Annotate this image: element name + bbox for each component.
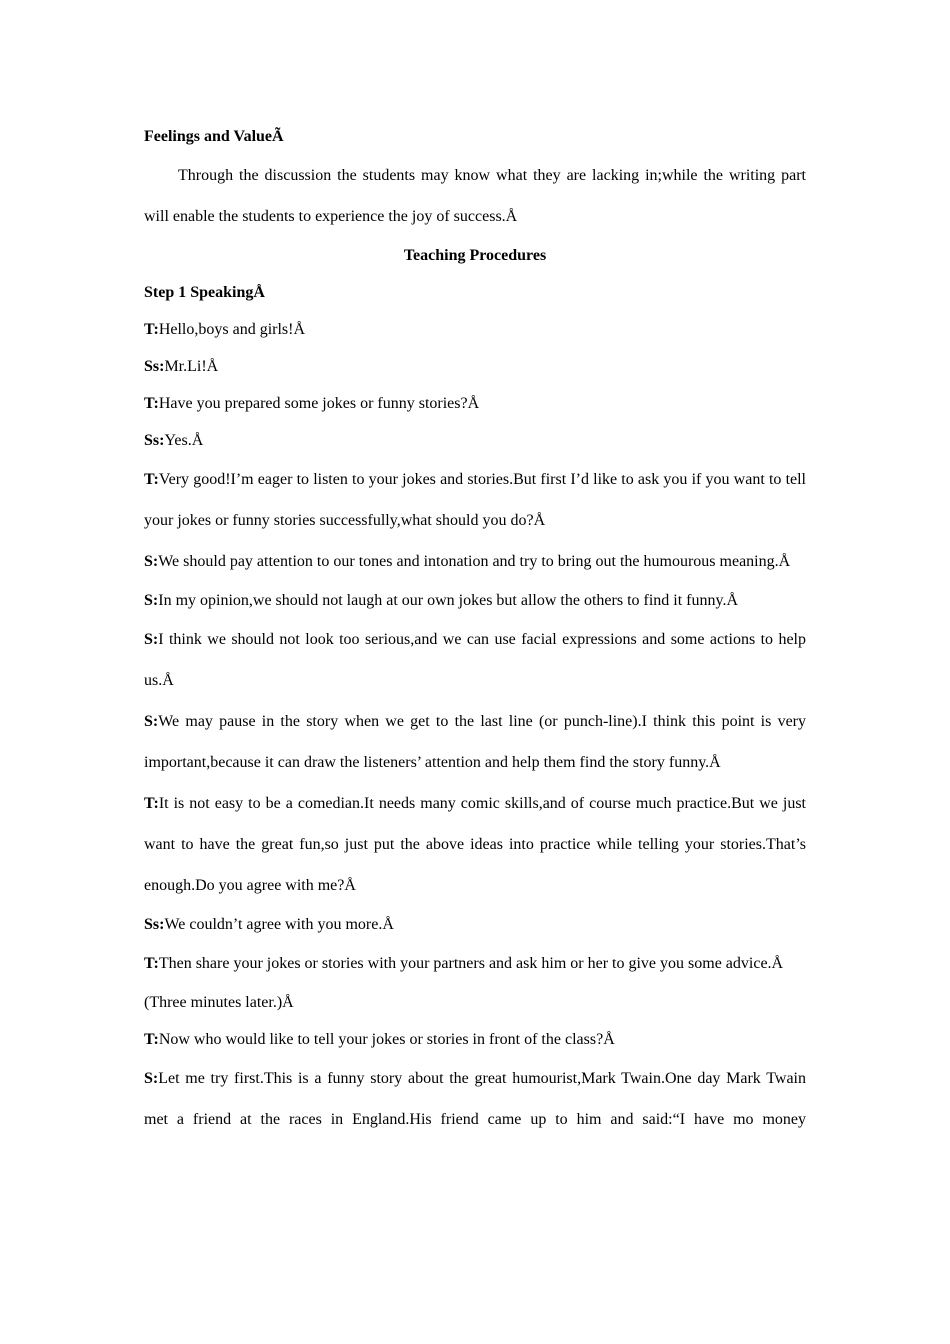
document-body [144, 118, 806, 1140]
feelings-paragraph: Through the discussion the students may know what they are lacking in;while the writing part will enable the students to experience the joy of success.Å [144, 167, 806, 225]
dialogue-line: Ss:We couldn’t agree with you more.Å [144, 916, 394, 933]
dialogue-line: Ss:Yes.Å [144, 432, 204, 449]
dialogue-line: Ss:Mr.Li!Å [144, 358, 219, 375]
dialogue-line: T:Hello,boys and girls!Å [144, 321, 306, 338]
dialogue-line: S:In my opinion,we should not laugh at our own jokes but allow the others to find it funny.Å [144, 592, 739, 609]
procedures-heading: Teaching Procedures [403, 247, 547, 264]
dialogue-line: T:Have you prepared some jokes or funny stories?Å [144, 395, 480, 412]
dialogue-paragraph: S:We should pay attention to our tones and intonation and try to bring out the humourous meaning.Å [144, 553, 791, 570]
dialogue-line: T:Now who would like to tell your jokes or stories in front of the class?Å [144, 1031, 615, 1048]
dialogue-paragraph: S:Let me try first.This is a funny story about the great humourist,Mark Twain.One day Mark Twain met a friend at the races in England.His friend came up to him and said:“I have mo money [144, 1070, 806, 1128]
dialogue-paragraph: T:Then share your jokes or stories with your partners and ask him or her to give you some advice.Å [144, 955, 784, 972]
dialogue-paragraph: T:It is not easy to be a comedian.It needs many comic skills,and of course much practice.But we just want to have the great fun,so just put the above ideas into practice while telling your stories.That’s enough.Do you agree with me?Å [144, 795, 806, 894]
feelings-heading: Feelings and ValueÃ [144, 128, 284, 145]
dialogue-paragraph: S:I think we should not look too serious,and we can use facial expressions and some actions to help us.Å [144, 631, 806, 689]
stage-direction: (Three minutes later.)Å [144, 994, 294, 1011]
dialogue-paragraph: T:Very good!I’m eager to listen to your jokes and stories.But first I’d like to ask you if you want to tell your jokes or funny stories successfully,what should you do?Å [144, 471, 806, 529]
step-heading: Step 1 SpeakingÅ [144, 284, 265, 301]
dialogue-paragraph: S:We may pause in the story when we get to the last line (or punch-line).I think this point is very important,because it can draw the listeners’ attention and help them find the story funny.Å [144, 713, 806, 771]
